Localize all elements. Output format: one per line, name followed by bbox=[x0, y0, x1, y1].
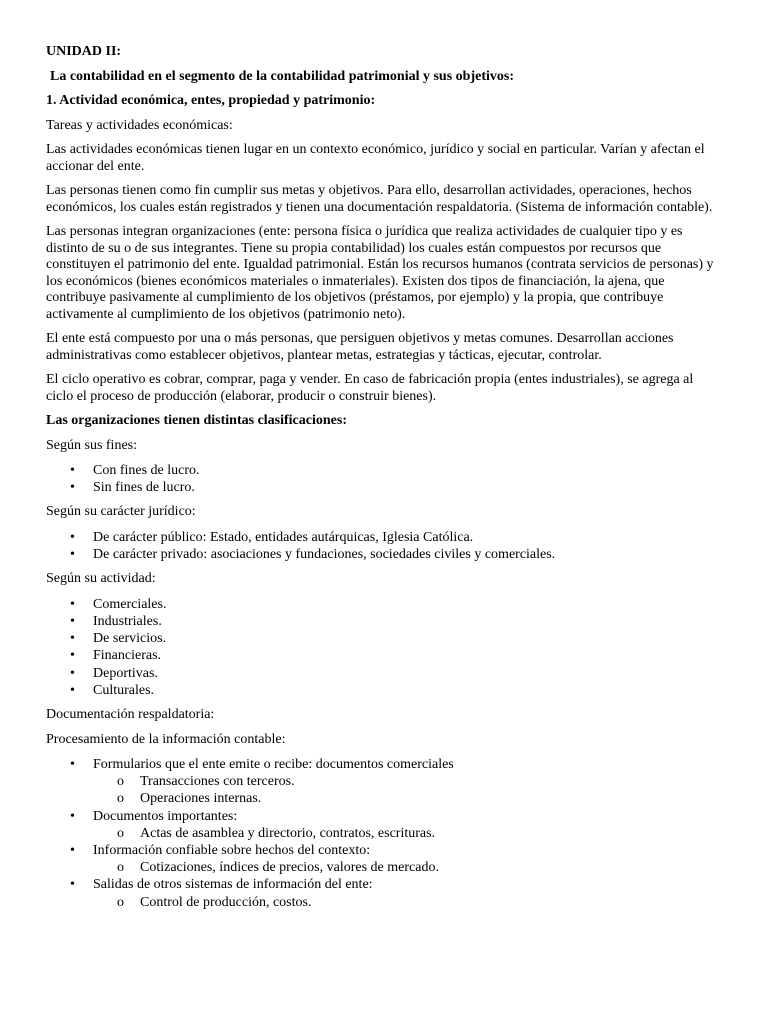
list-item: • De carácter público: Estado, entidades autárquicas, Iglesia Católica. bbox=[70, 529, 474, 545]
bullet-icon: • bbox=[70, 682, 75, 698]
fines-list bbox=[46, 462, 722, 496]
paragraph-5: El ciclo operativo es cobrar, comprar, paga y vender. En caso de fabricación propia (entes industriales), se agrega al ciclo el proceso de producción (elaborar, producir o construir bienes). bbox=[46, 372, 694, 404]
sub-list bbox=[93, 859, 722, 876]
sub-list bbox=[93, 894, 722, 911]
list-item: • Documentos importantes: o Actas de asamblea y directorio, contratos, escrituras. bbox=[46, 808, 722, 842]
documentacion-label: Documentación respaldatoria: bbox=[46, 707, 215, 723]
bullet-icon: • bbox=[70, 463, 75, 478]
section-heading: 1. Actividad económica, entes, propiedad y patrimonio: bbox=[46, 93, 376, 108]
actividad-label: Según su actividad: bbox=[46, 571, 156, 587]
list-item: • Salidas de otros sistemas de información del ente: o Control de producción, costos. bbox=[46, 876, 722, 910]
sub-list-item: o Control de producción, costos. bbox=[117, 894, 312, 910]
juridico-list bbox=[46, 529, 722, 563]
list-item: • Culturales. bbox=[70, 682, 155, 698]
list-item: • Con fines de lucro. bbox=[70, 463, 200, 478]
list-item: • Información confiable sobre hechos del contexto: o Cotizaciones, índices de precios, valores de mercado. bbox=[46, 842, 722, 876]
bullet-icon: • bbox=[70, 480, 75, 496]
list-item: • Comerciales. bbox=[70, 596, 167, 612]
paragraph-3: Las personas integran organizaciones (ente: persona física o jurídica que realiza actividades de cualquier tipo y es distinto de su o de sus integrantes. Tiene su propia contabilidad) los cuales están compuestos por recursos que constituyen el patrimonio del ente. Igualdad patrimonial. Están los recursos humanos (contrata servicios de personas) y los económicos (bienes económicos materiales o inmateriales). Existen dos tipos de financiación, la ajena, que contribuye pasivamente al cumplimiento de los objetivos (préstamos, por ejemplo) y la propia, que contribuye activamente al cumplimiento de los objetivos (patrimonio neto). bbox=[46, 224, 714, 322]
paragraph-1: Las actividades económicas tienen lugar en un contexto económico, jurídico y social en particular. Varían y afectan el accionar del ente. bbox=[46, 142, 705, 174]
document-page bbox=[46, 44, 722, 919]
juridico-label: Según su carácter jurídico: bbox=[46, 504, 196, 520]
fines-label: Según sus fines: bbox=[46, 437, 137, 453]
circle-bullet-icon: o bbox=[117, 825, 124, 841]
sub-list bbox=[93, 825, 722, 842]
bullet-icon: • bbox=[70, 757, 75, 773]
unit-title: La contabilidad en el segmento de la contabilidad patrimonial y sus objetivos: bbox=[50, 68, 514, 84]
bullet-icon: • bbox=[70, 547, 75, 563]
paragraph-tareas: Tareas y actividades económicas: bbox=[46, 117, 233, 133]
list-item: • Financieras. bbox=[70, 648, 162, 664]
circle-bullet-icon: o bbox=[117, 894, 124, 910]
sub-list-item: o Transacciones con terceros. bbox=[117, 774, 295, 790]
bullet-icon: • bbox=[70, 614, 75, 630]
paragraph-4: El ente está compuesto por una o más personas, que persiguen objetivos y metas comunes. Desarrollan acciones administrativas como establecer objetivos, plantear metas, estrategias y tácticas, ejecutar, controlar. bbox=[46, 331, 674, 363]
bullet-icon: • bbox=[70, 808, 75, 824]
sub-list-item: o Actas de asamblea y directorio, contratos, escrituras. bbox=[117, 825, 436, 841]
list-item: • De servicios. bbox=[70, 631, 167, 647]
paragraph-2: Las personas tienen como fin cumplir sus metas y objetivos. Para ello, desarrollan actividades, operaciones, hechos económicos, los cuales están registrados y tienen una documentación respaldatoria. (Sistema de información contable). bbox=[46, 183, 713, 215]
circle-bullet-icon: o bbox=[117, 791, 124, 807]
actividad-list bbox=[46, 596, 722, 699]
bullet-icon: • bbox=[70, 648, 75, 664]
sub-list-item: o Cotizaciones, índices de precios, valores de mercado. bbox=[117, 860, 439, 876]
sub-list bbox=[93, 773, 722, 807]
bullet-icon: • bbox=[70, 596, 75, 612]
classifications-heading: Las organizaciones tienen distintas clasificaciones: bbox=[46, 413, 347, 428]
procesamiento-label: Procesamiento de la información contable: bbox=[46, 731, 286, 747]
list-item: • Sin fines de lucro. bbox=[70, 480, 195, 496]
bullet-icon: • bbox=[70, 843, 75, 859]
bullet-icon: • bbox=[70, 631, 75, 647]
bullet-icon: • bbox=[70, 665, 75, 681]
circle-bullet-icon: o bbox=[117, 860, 124, 876]
sub-list-item: o Operaciones internas. bbox=[117, 791, 262, 807]
bullet-icon: • bbox=[70, 877, 75, 893]
list-item: • Deportivas. bbox=[70, 665, 158, 681]
list-item: • De carácter privado: asociaciones y fundaciones, sociedades civiles y comerciales. bbox=[70, 547, 556, 563]
circle-bullet-icon: o bbox=[117, 774, 124, 790]
list-item: • Industriales. bbox=[70, 614, 162, 630]
list-item: • Formularios que el ente emite o recibe: documentos comerciales o Transacciones con terceros. o Operaciones internas. bbox=[46, 756, 722, 808]
unit-heading: UNIDAD II: bbox=[46, 44, 122, 59]
procesamiento-list bbox=[46, 756, 722, 911]
bullet-icon: • bbox=[70, 529, 75, 545]
